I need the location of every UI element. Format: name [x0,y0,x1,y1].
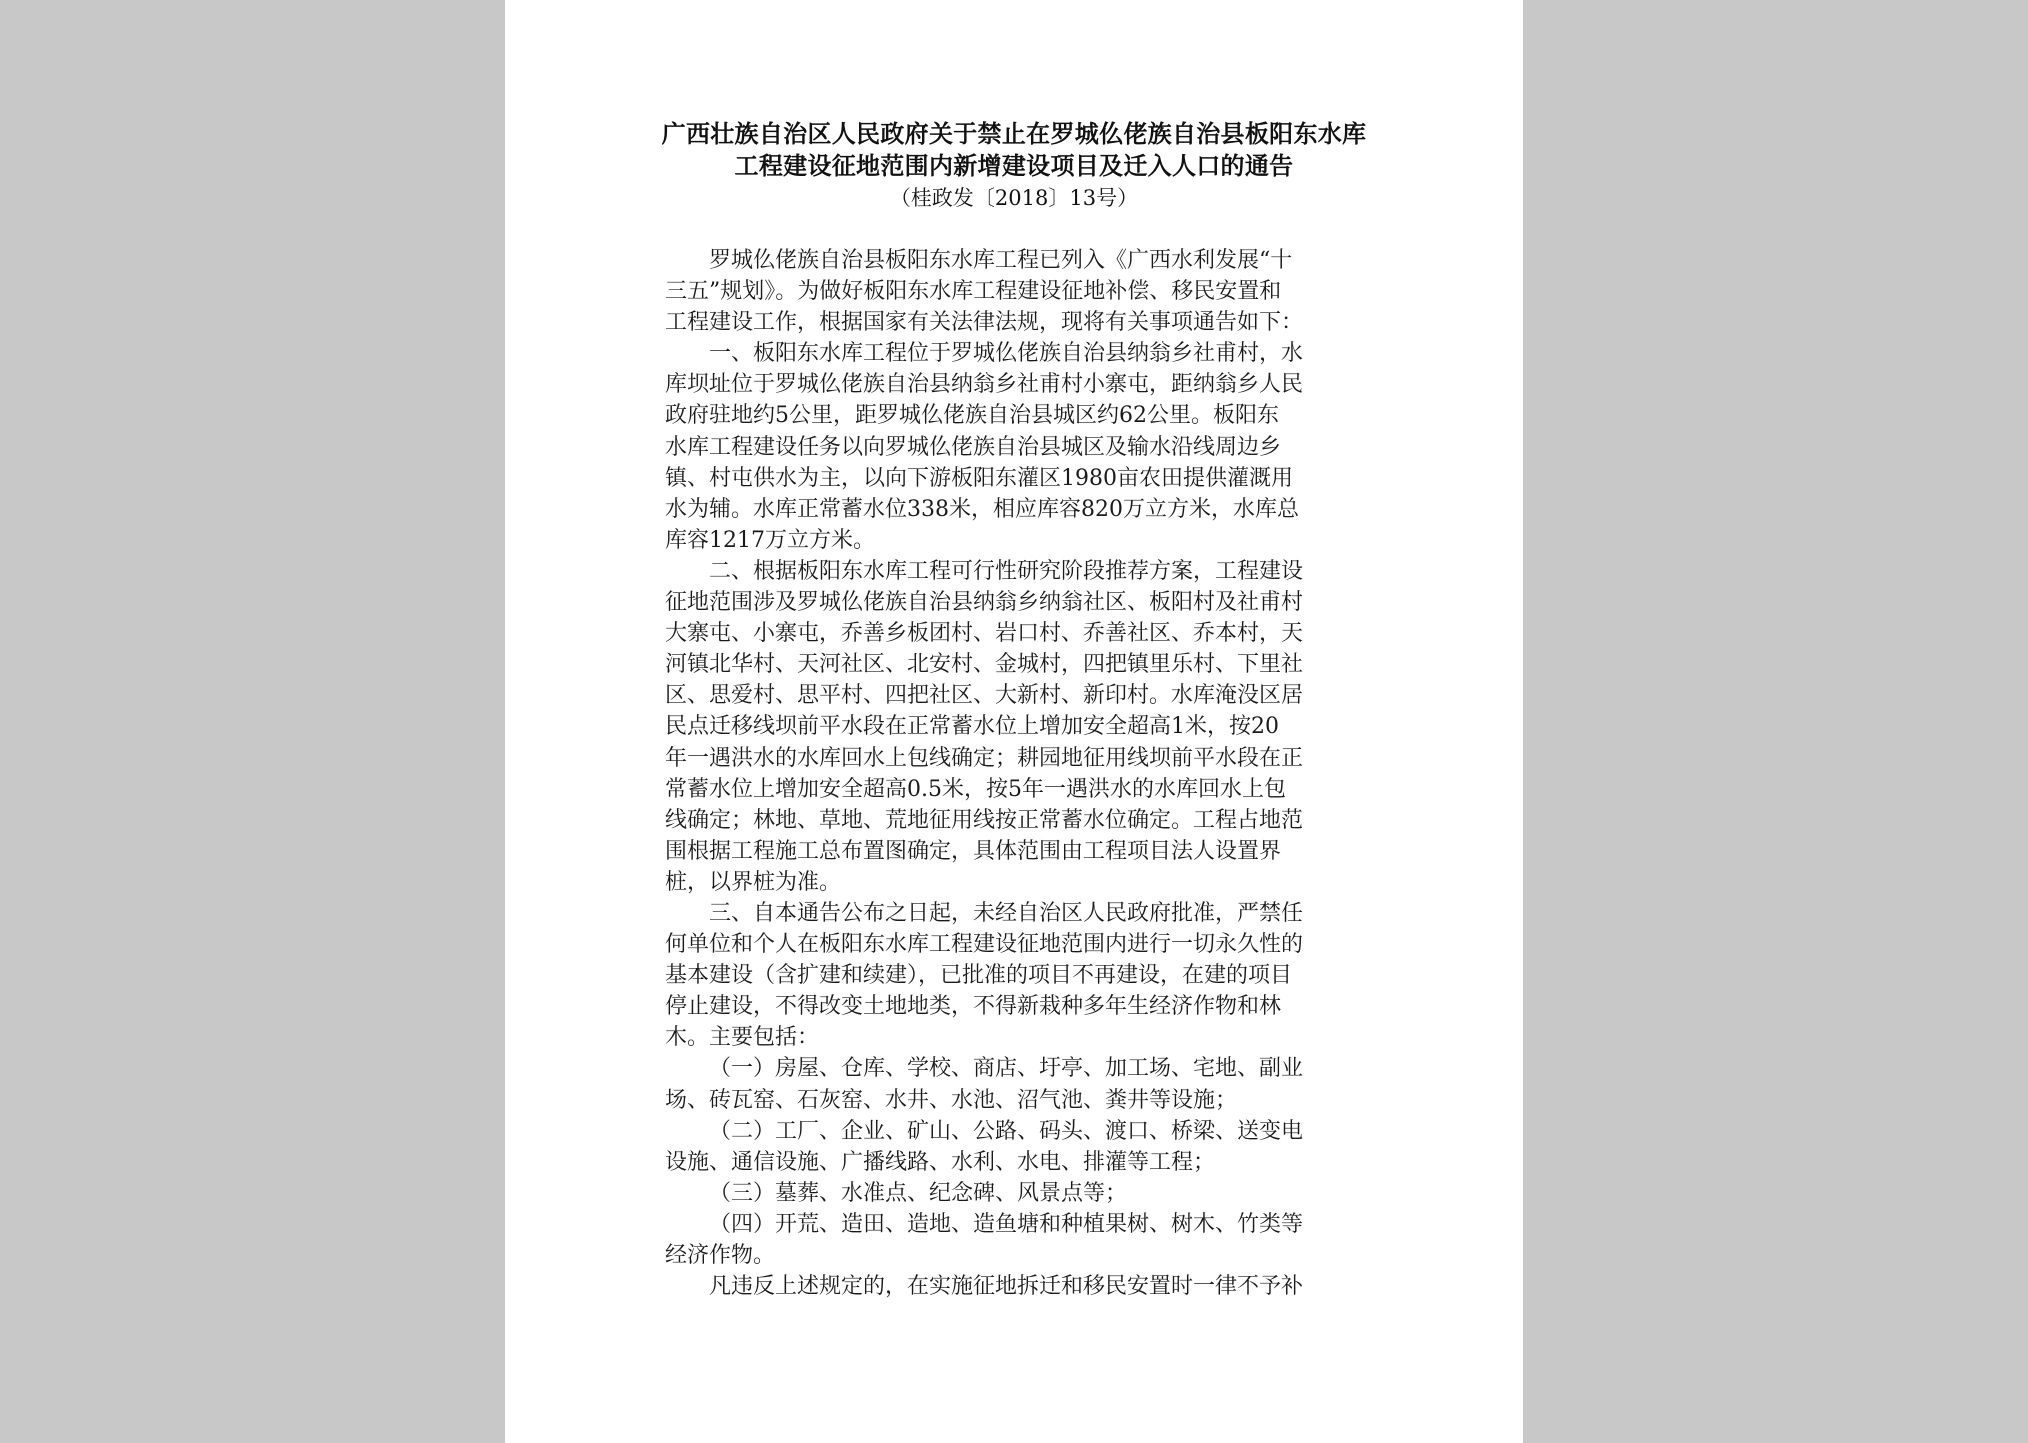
body-line: 常蓄水位上增加安全超高0.5米，按5年一遇洪水的水库回水上包 [665,776,1286,802]
body-line: 三、自本通告公布之日起，未经自治区人民政府批准，严禁任 [709,900,1304,926]
body-line: 库容1217万立方米。 [665,527,875,553]
body-line: 征地范围涉及罗城仫佬族自治县纳翁乡纳翁社区、板阳村及社甫村 [665,590,1304,616]
body-line: 水库工程建设任务以向罗城仫佬族自治县城区及输水沿线周边乡 [665,434,1282,460]
body-line: 民点迁移线坝前平水段在正常蓄水位上增加安全超高1米，按20 [665,714,1279,740]
body-line: 河镇北华村、天河社区、北安村、金城村，四把镇里乐村、下里社 [665,652,1304,678]
body-line: 区、思爱村、思平村、四把社区、大新村、新印村。水库淹没区居 [665,683,1304,709]
body-line: 围根据工程施工总布置图确定，具体范围由工程项目法人设置界 [665,838,1282,864]
body-line: 工程建设工作，根据国家有关法律法规，现将有关事项通告如下： [665,310,1304,336]
body-line: （四）开荒、造田、造地、造鱼塘和种植果树、树木、竹类等 [709,1211,1304,1237]
title-line-2: 工程建设征地范围内新增建设项目及迁入人口的通告 [734,151,1294,180]
body-line: 水为辅。水库正常蓄水位338米，相应库容820万立方米，水库总 [665,496,1299,522]
body-line: 基本建设（含扩建和续建），已批准的项目不再建设，在建的项目 [665,963,1293,989]
body-line: 大寨屯、小寨屯，乔善乡板团村、岩口村、乔善社区、乔本村，天 [665,621,1304,647]
document-body [665,245,1365,1302]
body-line: （一）房屋、仓库、学校、商店、圩亭、加工场、宅地、副业 [709,1056,1304,1082]
body-line: 木。主要包括： [665,1025,820,1051]
body-line: 线确定；林地、草地、荒地征用线按正常蓄水位确定。工程占地范 [665,807,1304,833]
body-line: 何单位和个人在板阳东水库工程建设征地范围内进行一切永久性的 [665,932,1304,958]
body-line: 政府驻地约5公里，距罗城仫佬族自治县城区约62公里。板阳东 [665,403,1279,429]
body-line: 凡违反上述规定的，在实施征地拆迁和移民安置时一律不予补 [709,1274,1304,1300]
body-line: 三五”规划》。为做好板阳东水库工程建设征地补偿、移民安置和 [665,279,1282,305]
document-page [505,0,1523,1443]
body-line: 年一遇洪水的水库回水上包线确定；耕园地征用线坝前平水段在正 [665,745,1304,771]
body-line: 停止建设，不得改变土地地类，不得新栽种多年生经济作物和林 [665,994,1282,1020]
body-line: 场、砖瓦窑、石灰窑、水井、水池、沼气池、粪井等设施； [665,1087,1238,1113]
title-block [505,118,1523,214]
body-line: 库坝址位于罗城仫佬族自治县纳翁乡社甫村小寨屯，距纳翁乡人民 [665,372,1304,398]
body-line: 经济作物。 [665,1243,776,1268]
body-line: 设施、通信设施、广播线路、水利、水电、排灌等工程； [665,1149,1216,1175]
body-line: （二）工厂、企业、矿山、公路、码头、渡口、桥梁、送变电 [709,1118,1304,1144]
body-line: 罗城仫佬族自治县板阳东水库工程已列入《广西水利发展“十 [709,248,1293,273]
title-line-1: 广西壮族自治区人民政府关于禁止在罗城仫佬族自治县板阳东水库 [661,119,1367,148]
body-line: 镇、村屯供水为主，以向下游板阳东灌区1980亩农田提供灌溉用 [665,465,1293,491]
body-line: （三）墓葬、水准点、纪念碑、风景点等； [709,1180,1128,1206]
body-line: 桩，以界桩为准。 [665,869,842,895]
body-line: 一、板阳东水库工程位于罗城仫佬族自治县纳翁乡社甫村，水 [709,341,1304,367]
body-line: 二、根据板阳东水库工程可行性研究阶段推荐方案，工程建设 [709,558,1304,584]
doc-number: （桂政发〔2018〕13号） [889,186,1139,210]
